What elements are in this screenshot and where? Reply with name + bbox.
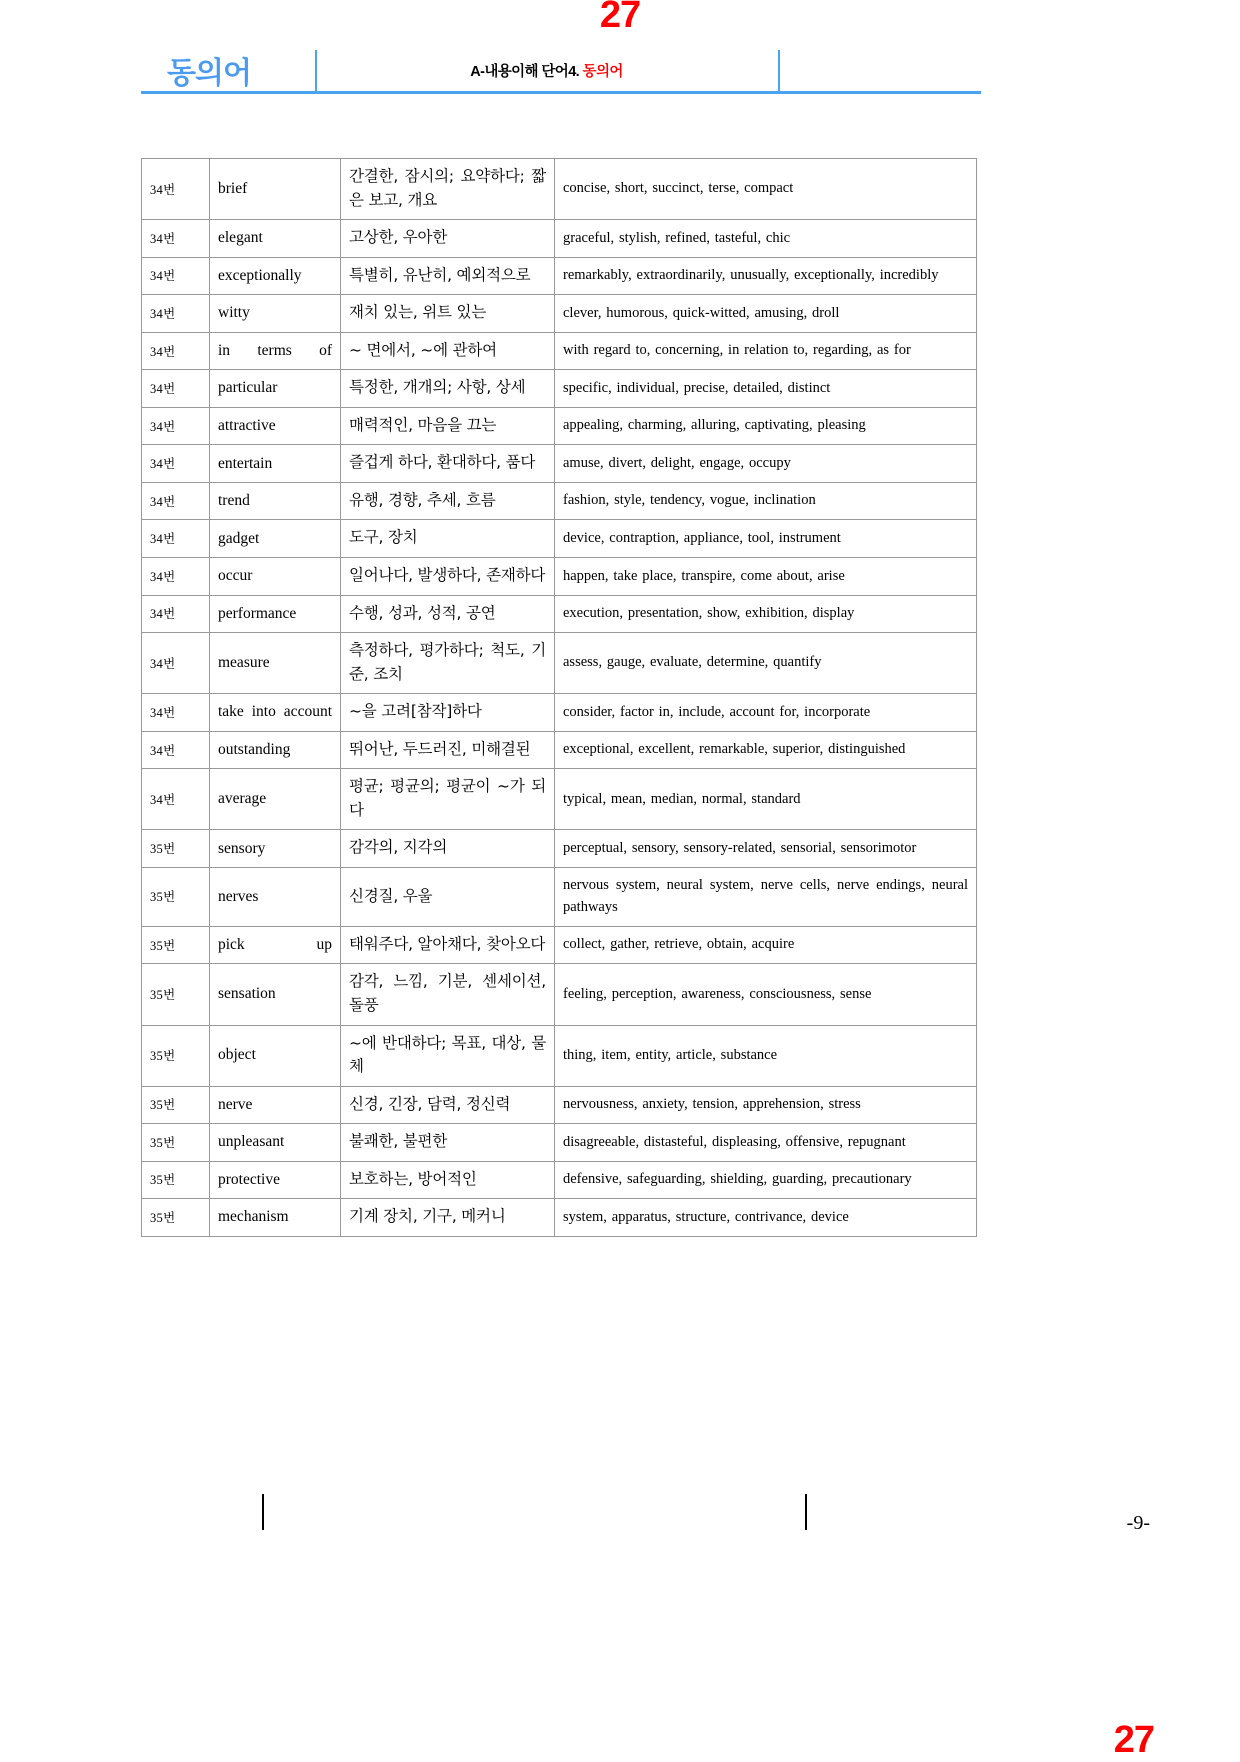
cell-korean-meaning: 신경질, 우울 bbox=[341, 867, 555, 926]
cell-synonyms: nervous system, neural system, nerve cells, nerve endings, neural pathways bbox=[555, 867, 977, 926]
cell-korean-meaning: 태워주다, 알아채다, 찾아오다 bbox=[341, 926, 555, 964]
table-row bbox=[142, 407, 977, 445]
cell-question-number: 34번 bbox=[142, 159, 210, 220]
table-row bbox=[142, 520, 977, 558]
cell-synonyms: happen, take place, transpire, come about, arise bbox=[555, 558, 977, 596]
cell-question-number: 34번 bbox=[142, 558, 210, 596]
cell-synonyms: assess, gauge, evaluate, determine, quantify bbox=[555, 633, 977, 694]
cell-english-word: brief bbox=[210, 159, 341, 220]
cell-synonyms: specific, individual, precise, detailed, distinct bbox=[555, 370, 977, 408]
cell-korean-meaning: ~을 고려[참작]하다 bbox=[341, 694, 555, 732]
table-row bbox=[142, 370, 977, 408]
table-row bbox=[142, 830, 977, 868]
cell-korean-meaning: 특정한, 개개의; 사항, 상세 bbox=[341, 370, 555, 408]
cell-english-word: outstanding bbox=[210, 731, 341, 769]
cell-question-number: 35번 bbox=[142, 830, 210, 868]
header-divider-left bbox=[315, 50, 317, 94]
cell-korean-meaning: 감각, 느낌, 기분, 센세이션, 돌풍 bbox=[341, 964, 555, 1025]
cell-question-number: 34번 bbox=[142, 295, 210, 333]
cell-synonyms: appealing, charming, alluring, captivating, pleasing bbox=[555, 407, 977, 445]
cell-question-number: 34번 bbox=[142, 220, 210, 258]
cell-english-word: entertain bbox=[210, 445, 341, 483]
cell-question-number: 34번 bbox=[142, 731, 210, 769]
cell-english-word: measure bbox=[210, 633, 341, 694]
cell-english-word: witty bbox=[210, 295, 341, 333]
cell-english-word: unpleasant bbox=[210, 1124, 341, 1162]
table-row bbox=[142, 1161, 977, 1199]
cell-synonyms: system, apparatus, structure, contrivance, device bbox=[555, 1199, 977, 1237]
cell-english-word: occur bbox=[210, 558, 341, 596]
vocabulary-table bbox=[141, 158, 977, 1237]
header-subtitle-prefix: A-내용이해 단어4. bbox=[470, 64, 580, 80]
cell-question-number: 35번 bbox=[142, 867, 210, 926]
cell-question-number: 34번 bbox=[142, 633, 210, 694]
cell-korean-meaning: 특별히, 유난히, 예외적으로 bbox=[341, 257, 555, 295]
cell-question-number: 34번 bbox=[142, 769, 210, 830]
table-row bbox=[142, 731, 977, 769]
table-row bbox=[142, 1199, 977, 1237]
cell-korean-meaning: 평균; 평균의; 평균이 ~가 되다 bbox=[341, 769, 555, 830]
cell-synonyms: disagreeable, distasteful, displeasing, offensive, repugnant bbox=[555, 1124, 977, 1162]
table-row bbox=[142, 1025, 977, 1086]
cell-question-number: 34번 bbox=[142, 407, 210, 445]
cell-english-word: in terms of bbox=[210, 332, 341, 370]
cell-question-number: 35번 bbox=[142, 1025, 210, 1086]
cell-korean-meaning: 즐겁게 하다, 환대하다, 품다 bbox=[341, 445, 555, 483]
cell-synonyms: feeling, perception, awareness, consciousness, sense bbox=[555, 964, 977, 1025]
cell-korean-meaning: 재치 있는, 위트 있는 bbox=[341, 295, 555, 333]
cell-question-number: 34번 bbox=[142, 595, 210, 633]
table-row bbox=[142, 257, 977, 295]
cell-english-word: particular bbox=[210, 370, 341, 408]
top-page-marker: 27 bbox=[599, 0, 641, 36]
cell-english-word: exceptionally bbox=[210, 257, 341, 295]
cell-synonyms: typical, mean, median, normal, standard bbox=[555, 769, 977, 830]
bottom-page-marker: 27 bbox=[1113, 1719, 1154, 1761]
header-rule bbox=[141, 91, 981, 94]
cell-english-word: pick up bbox=[210, 926, 341, 964]
table-row bbox=[142, 595, 977, 633]
table-row bbox=[142, 769, 977, 830]
cell-english-word: take into account bbox=[210, 694, 341, 732]
cell-question-number: 34번 bbox=[142, 482, 210, 520]
cell-korean-meaning: 보호하는, 방어적인 bbox=[341, 1161, 555, 1199]
cell-korean-meaning: 일어나다, 발생하다, 존재하다 bbox=[341, 558, 555, 596]
cell-synonyms: graceful, stylish, refined, tasteful, chic bbox=[555, 220, 977, 258]
cell-korean-meaning: ~에 반대하다; 목표, 대상, 물체 bbox=[341, 1025, 555, 1086]
cell-english-word: protective bbox=[210, 1161, 341, 1199]
table-row bbox=[142, 159, 977, 220]
cell-synonyms: remarkably, extraordinarily, unusually, exceptionally, incredibly bbox=[555, 257, 977, 295]
cell-korean-meaning: 뛰어난, 두드러진, 미해결된 bbox=[341, 731, 555, 769]
cell-english-word: trend bbox=[210, 482, 341, 520]
footer-tick-right bbox=[805, 1494, 807, 1530]
table-row bbox=[142, 633, 977, 694]
footer-tick-left bbox=[262, 1494, 264, 1530]
cell-english-word: sensation bbox=[210, 964, 341, 1025]
cell-english-word: nerves bbox=[210, 867, 341, 926]
cell-synonyms: with regard to, concerning, in relation to, regarding, as for bbox=[555, 332, 977, 370]
cell-question-number: 35번 bbox=[142, 1124, 210, 1162]
cell-english-word: sensory bbox=[210, 830, 341, 868]
cell-question-number: 34번 bbox=[142, 520, 210, 558]
cell-korean-meaning: 측정하다, 평가하다; 척도, 기준, 조치 bbox=[341, 633, 555, 694]
table-row bbox=[142, 926, 977, 964]
cell-synonyms: perceptual, sensory, sensory-related, sensorial, sensorimotor bbox=[555, 830, 977, 868]
cell-synonyms: consider, factor in, include, account for, incorporate bbox=[555, 694, 977, 732]
header-divider-right bbox=[778, 50, 780, 94]
table-row bbox=[142, 220, 977, 258]
cell-synonyms: fashion, style, tendency, vogue, inclination bbox=[555, 482, 977, 520]
cell-question-number: 35번 bbox=[142, 964, 210, 1025]
cell-synonyms: execution, presentation, show, exhibition, display bbox=[555, 595, 977, 633]
cell-synonyms: concise, short, succinct, terse, compact bbox=[555, 159, 977, 220]
cell-question-number: 35번 bbox=[142, 1086, 210, 1124]
vocabulary-table-container bbox=[141, 158, 976, 1237]
cell-korean-meaning: 고상한, 우아한 bbox=[341, 220, 555, 258]
cell-question-number: 35번 bbox=[142, 1199, 210, 1237]
cell-question-number: 34번 bbox=[142, 257, 210, 295]
header-subtitle-accent: 동의어 bbox=[582, 64, 623, 80]
cell-synonyms: collect, gather, retrieve, obtain, acquire bbox=[555, 926, 977, 964]
table-row bbox=[142, 1124, 977, 1162]
cell-question-number: 35번 bbox=[142, 926, 210, 964]
cell-english-word: gadget bbox=[210, 520, 341, 558]
cell-synonyms: clever, humorous, quick-witted, amusing, droll bbox=[555, 295, 977, 333]
cell-korean-meaning: 수행, 성과, 성적, 공연 bbox=[341, 595, 555, 633]
cell-synonyms: thing, item, entity, article, substance bbox=[555, 1025, 977, 1086]
cell-synonyms: amuse, divert, delight, engage, occupy bbox=[555, 445, 977, 483]
table-row bbox=[142, 445, 977, 483]
table-row bbox=[142, 964, 977, 1025]
table-row bbox=[142, 558, 977, 596]
cell-synonyms: nervousness, anxiety, tension, apprehension, stress bbox=[555, 1086, 977, 1124]
cell-question-number: 35번 bbox=[142, 1161, 210, 1199]
table-row bbox=[142, 482, 977, 520]
cell-question-number: 34번 bbox=[142, 370, 210, 408]
table-row bbox=[142, 694, 977, 732]
cell-korean-meaning: 불쾌한, 불편한 bbox=[341, 1124, 555, 1162]
cell-korean-meaning: 기계 장치, 기구, 메커니 bbox=[341, 1199, 555, 1237]
cell-english-word: mechanism bbox=[210, 1199, 341, 1237]
header-title: 동의어 bbox=[167, 57, 251, 90]
cell-english-word: object bbox=[210, 1025, 341, 1086]
cell-korean-meaning: 매력적인, 마음을 끄는 bbox=[341, 407, 555, 445]
cell-korean-meaning: 간결한, 잠시의; 요약하다; 짧은 보고, 개요 bbox=[341, 159, 555, 220]
cell-question-number: 34번 bbox=[142, 445, 210, 483]
table-row bbox=[142, 867, 977, 926]
table-row bbox=[142, 332, 977, 370]
cell-korean-meaning: 감각의, 지각의 bbox=[341, 830, 555, 868]
cell-synonyms: defensive, safeguarding, shielding, guarding, precautionary bbox=[555, 1161, 977, 1199]
cell-english-word: attractive bbox=[210, 407, 341, 445]
cell-korean-meaning: 유행, 경향, 추세, 흐름 bbox=[341, 482, 555, 520]
cell-korean-meaning: ~ 면에서, ~에 관하여 bbox=[341, 332, 555, 370]
cell-english-word: average bbox=[210, 769, 341, 830]
cell-korean-meaning: 신경, 긴장, 담력, 정신력 bbox=[341, 1086, 555, 1124]
table-row bbox=[142, 1086, 977, 1124]
cell-synonyms: exceptional, excellent, remarkable, superior, distinguished bbox=[555, 731, 977, 769]
cell-synonyms: device, contraption, appliance, tool, instrument bbox=[555, 520, 977, 558]
header-subtitle bbox=[315, 60, 778, 81]
cell-korean-meaning: 도구, 장치 bbox=[341, 520, 555, 558]
page-number: -9- bbox=[1126, 1512, 1150, 1534]
cell-english-word: performance bbox=[210, 595, 341, 633]
cell-question-number: 34번 bbox=[142, 694, 210, 732]
cell-english-word: nerve bbox=[210, 1086, 341, 1124]
cell-english-word: elegant bbox=[210, 220, 341, 258]
table-row bbox=[142, 295, 977, 333]
cell-question-number: 34번 bbox=[142, 332, 210, 370]
page-header bbox=[141, 46, 981, 94]
